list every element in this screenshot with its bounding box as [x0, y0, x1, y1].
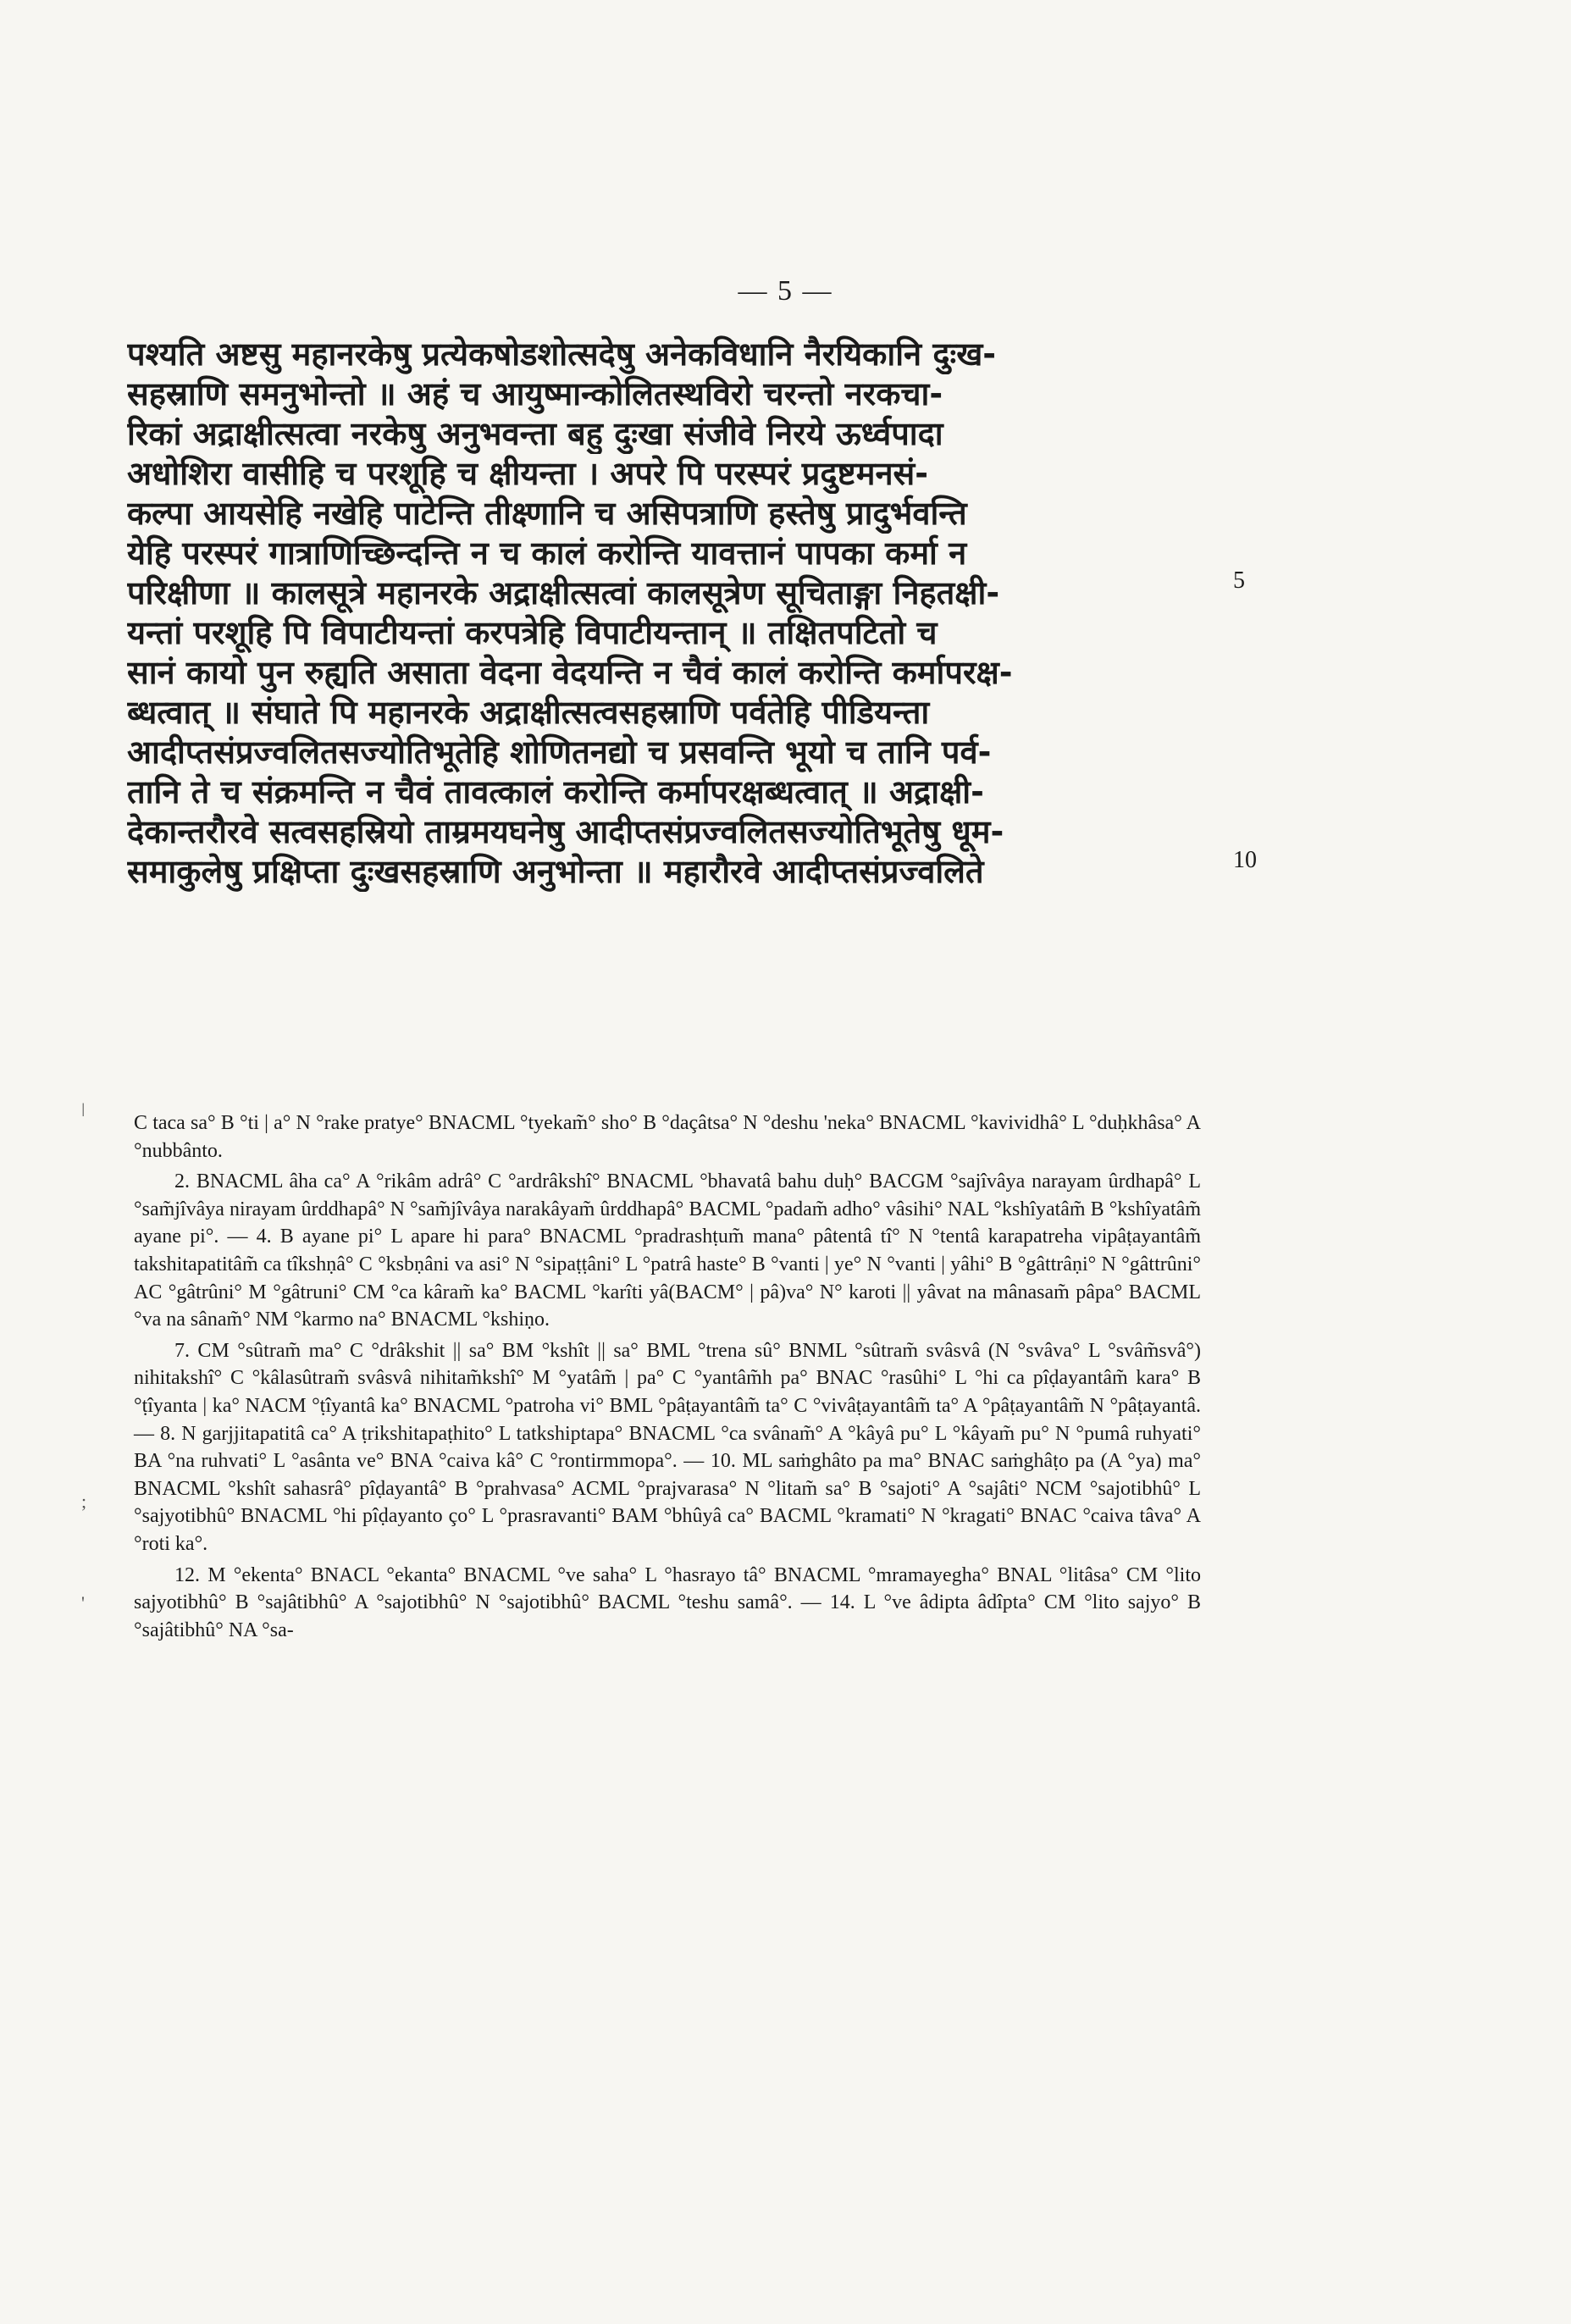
sanskrit-main-text — [127, 335, 1220, 892]
apparatus-note: C taca sa° B °ti | a° N °rake pratye° BNACML °tyekam̃° sho° B °daçâtsa° N °deshu 'neka° BNACML °kavividhâ° L °duḥkhâsa° A °nubbânto. — [134, 1112, 1201, 1162]
margin-mark: ǀ — [81, 1099, 86, 1120]
main-text-line: समाकुलेषु प्रक्षिप्ता दुःखसहस्राणि अनुभोन्ता ॥ महारौरवे आदीप्तसंप्रज्वलिते — [127, 853, 984, 890]
page-number: — 5 — — [738, 275, 833, 307]
main-text-line: येहि परस्परं गात्राणिच्छिन्दन्ति न च कालं करोन्ति यावत्तानं पापका कर्मा न — [127, 534, 967, 572]
main-text-line: कल्पा आयसेहि नखेहि पाटेन्ति तीक्ष्णानि च असिपत्राणि हस्तेषु प्रादुर्भवन्ति — [127, 495, 967, 532]
main-text-line: परिक्षीणा ॥ कालसूत्रे महानरके अद्राक्षीत्सत्वां कालसूत्रेण सूचिताङ्गा निहतक्षी- — [127, 574, 1000, 611]
main-text-line: यन्तां परशूहि पि विपाटीयन्तां करपत्रेहि विपाटीयन्तान् ॥ तक्षितपटितो च — [127, 614, 938, 651]
main-text-line: देकान्तरौरवे सत्वसहस्रियो ताम्रमयघनेषु आदीप्तसंप्रज्वलितसज्योतिभूतेषु धूम- — [127, 813, 1004, 850]
main-text-line: रिकां अद्राक्षीत्सत्वा नरकेषु अनुभवन्ता बहु दुःखा संजीवे निरये ऊर्ध्वपादा — [127, 415, 943, 452]
line-number-5: 5 — [1233, 567, 1245, 594]
apparatus-note: 2. BNACML âha ca° A °rikâm adrâ° C °ardrâkshî° BNACML °bhavatâ bahu duḥ° BACGM °sajîvâya narayam ûrdhapâ° L °sam̃jîvâya nirayam ûrddhapâ° N °sam̃jîvâya narakâyam̃ ûrddhapâ° BACML °padam̃ adho° vâsihi° NAL °kshîyatâm̃ B °kshîyatâm̃ ayane pi°. — 4. B ayane pi° L apare hi para° BNACML °pradrashṭum̃ mana° pâtentâ tî° N °tentâ karapatreha vipâṭayantâm̃ takshitapatitâm̃ ca tîkshṇâ° C °ksbṇâni va asi° N °sipaṭṭâni° L °patrâ haste° B °vanti | ye° N °vanti | yâhi° B °gâttrâṇi° N °gâttrûni° AC °gâtrûni° M °gâtruni° CM °ca kâram̃ ka° BACML °karîti yâ(BACM° | pâ)va° N° karoti || yâvat na mânasam̃ pâpa° BACML °va na sânam̃° NM °karmo na° BNACML °kshiṇo. — [134, 1170, 1201, 1331]
main-text-line: तानि ते च संक्रमन्ति न चैवं तावत्कालं करोन्ति कर्मापरक्षब्धत्वात् ॥ अद्राक्षी- — [127, 773, 984, 811]
margin-mark: ' — [81, 1592, 85, 1613]
main-text-line: आदीप्तसंप्रज्वलितसज्योतिभूतेहि शोणितनद्यो च प्रसवन्ति भूयो च तानि पर्व- — [127, 733, 992, 771]
main-text-line: ब्धत्वात् ॥ संघाते पि महानरके अद्राक्षीत्सत्वसहस्राणि पर्वतेहि पीडियन्ता — [127, 694, 930, 731]
apparatus-note: 12. M °ekenta° BNACL °ekanta° BNACML °ve saha° L °hasrayo tâ° BNACML °mramayegha° BNAL °litâsa° CM °lito sajyotibhû° B °sajâtibhû° A °sajotibhû° N °sajotibhû° BACML °teshu samâ°. — 14. L °ve âdipta âdîpta° CM °lito sajyo° B °sajâtibhû° NA °sa- — [134, 1563, 1201, 1641]
main-text-line: सहस्राणि समनुभोन्तो ॥ अहं च आयुष्मान्कोलितस्थविरो चरन्तो नरकचा- — [127, 375, 943, 412]
margin-mark: ; — [81, 1491, 87, 1512]
line-number-10: 10 — [1233, 847, 1257, 873]
main-text-line: पश्यति अष्टसु महानरकेषु प्रत्येकषोडशोत्सदेषु अनेकविधानि नैरयिकानि दुःख- — [127, 335, 997, 373]
main-text-line: अधोशिरा वासीहि च परशूहि च क्षीयन्ता । अपरे पि परस्परं प्रदुष्टमनसं- — [127, 455, 928, 492]
critical-apparatus — [134, 1109, 1201, 1647]
main-text-line: सानं कायो पुन रुह्यति असाता वेदना वेदयन्ति न चैवं कालं करोन्ति कर्मापरक्ष- — [127, 654, 1013, 691]
apparatus-note: 7. CM °sûtram̃ ma° C °drâkshit || sa° BM °kshît || sa° BML °trena sû° BNML °sûtram̃ svâsvâ (N °svâva° L °svâm̃svâ°) nihitakshî° C °kâlasûtram̃ svâsvâ nihitam̃kshî° M °yatâm̃ | pa° C °yantâm̃h pa° BNAC °rasûhi° L °hi ca pîḍayantâm̃ kara° B °ṭîyanta | ka° NACM °ṭîyantâ ka° BNACML °patroha vi° BML °pâṭayantâm̃ ta° C °vivâṭayantâm̃ ta° A °pâṭayantâm̃ N °pâṭayantâ. — 8. N garjjitapatitâ ca° A ṭrikshitapaṭhito° L tatkshiptapa° BNACML °ca svânam̃° A °kâyâ pu° L °kâyam̃ pu° N °pumâ ruhyati° BA °na ruhvati° L °asânta ve° BNA °caiva kâ° C °rontirmmopa°. — 10. ML saṁghâto pa ma° BNAC saṁghâṭo pa (A °ya) ma° BNACML °kshît sahasrâ° pîḍayantâ° B °prahvasa° ACML °prajvarasa° N °litam̃ sa° B °sajoti° A °sajâti° NCM °sajotibhû° L °sajyotibhû° BNACML °hi pîḍayanto ço° L °prasravanti° BAM °bhûyâ ca° BACML °kramati° N °kragati° BNAC °caiva tâva° A °roti ka°. — [134, 1339, 1201, 1555]
